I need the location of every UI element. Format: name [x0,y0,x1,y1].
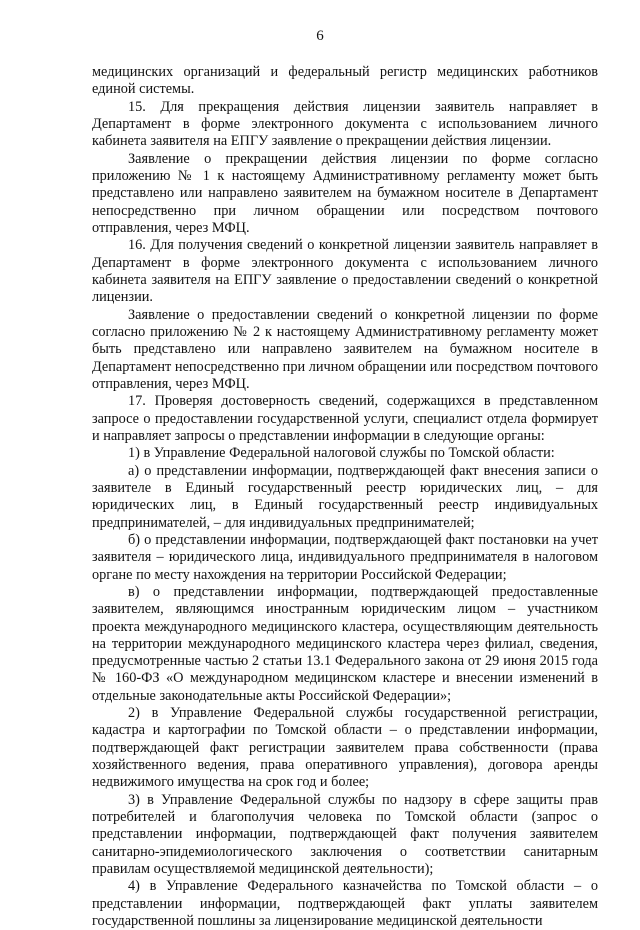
list-item-1: 1) в Управление Федеральной налоговой службы по Томской области: [128,445,555,462]
paragraph-item-16: 16. Для получения сведений о конкретной лицензии заявитель направляет в Департамент в форме электронного документа с использованием личного кабинета заявителя на ЕПГУ заявление о предоставлении сведений о конкретной лицензии. [92,237,598,306]
body-text [92,64,598,930]
list-item-1b: б) о представлении информации, подтверждающей факт постановки на учет заявителя – юридического лица, индивидуального предпринимателя в налоговом органе по месту нахождения на территории Российской Федерации; [92,531,598,583]
paragraph-item-15: 15. Для прекращения действия лицензии заявитель направляет в Департамент в форме электронного документа с использованием личного кабинета заявителя на ЕПГУ заявление о прекращении действия лицензии. [92,98,598,150]
list-item-4: 4) в Управление Федерального казначейства по Томской области – о представлении информации, подтверждающей факт уплаты заявителем государственной пошлины за лицензирование медицинской деятельности [92,878,598,930]
list-item-2: 2) в Управление Федеральной службы государственной регистрации, кадастра и картографии по Томской области – о представлении информации, подтверждающей факт регистрации заявителем права собственности (права хозяйственного ведения, права оперативного управления), договора аренды недвижимого имущества на срок год и более; [92,705,598,791]
page-number: 6 [316,28,324,44]
paragraph-termination-application: Заявление о прекращении действия лицензии по форме согласно приложению № 1 к настоящему Административному регламенту может быть представлено или направлено заявителем на бумажном носителе в Департамент непосредственно при личном обращении или посредством почтового отправления, через МФЦ. [92,150,598,236]
paragraph-information-application: Заявление о предоставлении сведений о конкретной лицензии по форме согласно приложению № 2 к настоящему Административному регламенту может быть представлено или направлено заявителем на бумажном носителе в Департамент непосредственно при личном обращении или посредством почтового отправления, через МФЦ. [92,306,598,392]
paragraph-continuation: медицинских организаций и федеральный регистр медицинских работников единой системы. [92,64,598,98]
paragraph-item-17: 17. Проверяя достоверность сведений, содержащихся в представленном запросе о предоставлении государственной услуги, специалист отдела формирует и направляет запросы о представлении информации в следующие органы: [92,393,598,444]
list-item-3: 3) в Управление Федеральной службы по надзору в сфере защиты прав потребителей и благополучия человека по Томской области (запрос о представлении информации, подтверждающей факт получения заявителем санитарно-эпидемиологического заключения о соответствии санитарным правилам осуществляемой медицинской деятельности); [92,791,598,878]
list-item-1v: в) о представлении информации, подтверждающей предоставленные заявителем, являющимся иностранным юридическим лицом – участником проекта международного медицинского кластера, осуществляющим деятельность на территории международного медицинского кластера через филиал, сведения, предусмотренные частью 2 статьи 13.1 Федерального закона от 29 июня 2015 года № 160-ФЗ «О международном медицинском кластере и внесении изменений в отдельные законодательные акты Российской Федерации»; [92,583,598,704]
list-item-1a: а) о представлении информации, подтверждающей факт внесения записи о заявителе в Единый государственный реестр юридических лиц, – для юридических лиц, в Единый государственный реестр индивидуальных предпринимателей, – для индивидуальных предпринимателей; [92,462,598,531]
